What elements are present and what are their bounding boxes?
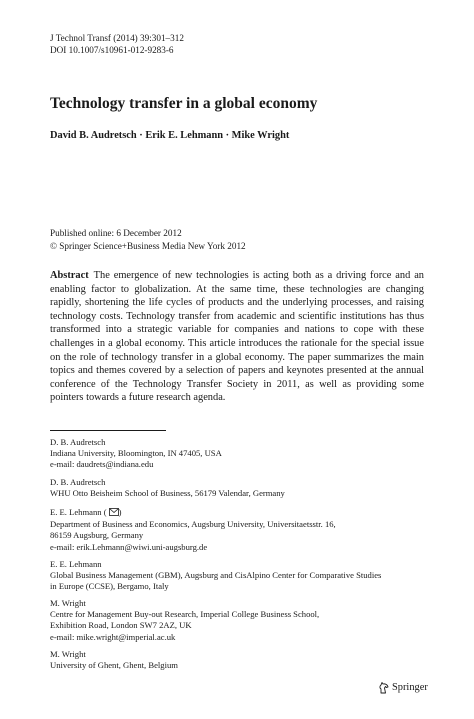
affiliation-address: in Europe (CCSE), Bergamo, Italy <box>50 581 169 592</box>
author-list: David B. Audretsch · Erik E. Lehmann · Mike Wright <box>50 130 290 141</box>
affiliation-address: Centre for Management Buy-out Research, Imperial College Business School, <box>50 609 320 620</box>
journal-citation: J Technol Transf (2014) 39:301–312 <box>50 33 184 43</box>
affiliation-name: E. E. Lehmann <box>50 559 102 569</box>
springer-horse-icon <box>378 681 390 694</box>
publisher-logo <box>378 681 428 694</box>
published-date: Published online: 6 December 2012 <box>50 228 182 238</box>
affiliation-address: Global Business Management (GBM), Augsburg and CisAlpino Center for Comparative Studies <box>50 570 382 581</box>
envelope-icon <box>109 508 119 519</box>
affiliation-name: M. Wright <box>50 649 86 659</box>
publication-info <box>50 227 246 253</box>
affiliation-address: Department of Business and Economics, Augsburg University, Universitaetsstr. 16, <box>50 519 336 530</box>
affiliation-block: E. E. Lehmann ( ) Department of Business and Economics, Augsburg University, Universitaetsstr. 16, 86159 Augsburg, Germany e-mail: erik.Lehmann@wiwi.uni-augsburg.de <box>50 507 450 553</box>
publisher-name: Springer <box>392 682 428 693</box>
affiliation-address: 86159 Augsburg, Germany <box>50 530 144 541</box>
affiliation-email[interactable]: e-mail: erik.Lehmann@wiwi.uni-augsburg.de <box>50 541 208 552</box>
journal-header <box>50 32 184 56</box>
affiliation-block <box>50 649 450 671</box>
affiliation-address: University of Ghent, Ghent, Belgium <box>50 660 178 671</box>
affiliation-block <box>50 477 450 499</box>
affiliation-name: M. Wright <box>50 598 86 608</box>
abstract-label: Abstract <box>50 270 89 281</box>
affiliation-address: WHU Otto Beisheim School of Business, 56179 Valendar, Germany <box>50 488 285 499</box>
affiliation-address: Exhibition Road, London SW7 2AZ, UK <box>50 620 192 631</box>
abstract <box>50 269 424 405</box>
affiliation-name: D. B. Audretsch <box>50 437 106 447</box>
affiliation-name: E. E. Lehmann <box>50 507 102 517</box>
affiliation-block <box>50 437 450 471</box>
affiliation-address: Indiana University, Bloomington, IN 47405, USA <box>50 448 222 459</box>
journal-doi: DOI 10.1007/s10961-012-9283-6 <box>50 45 174 55</box>
affiliation-block <box>50 598 450 643</box>
affiliation-email[interactable]: e-mail: daudrets@indiana.edu <box>50 459 154 470</box>
affiliation-block <box>50 559 450 593</box>
affiliation-email[interactable]: e-mail: mike.wright@imperial.ac.uk <box>50 631 176 642</box>
footnote-divider <box>50 430 166 431</box>
copyright-notice: © Springer Science+Business Media New York 2012 <box>50 241 246 251</box>
paper-title: Technology transfer in a global economy <box>50 95 318 112</box>
affiliation-name: D. B. Audretsch <box>50 477 106 487</box>
abstract-text: The emergence of new technologies is acting both as a driving force and an enabling factor to globalization. At the same time, these technologies are changing rapidly, shortening the life cycles of products and the underlying processes, and raising technology costs. Technology transfer from academic and scientific institutions has thus transformed into a strategic variable for companies and nations to cope with these challenges in a global economy. This article introduces the rationale for the special issue on the role of technology transfer in a global economy. The paper summarizes the main topics and themes covered by a selection of papers and keynotes presented at the annual conference of the Technology Transfer Society in 2011, as well as providing some pointers towards a future research agenda. <box>50 270 424 404</box>
